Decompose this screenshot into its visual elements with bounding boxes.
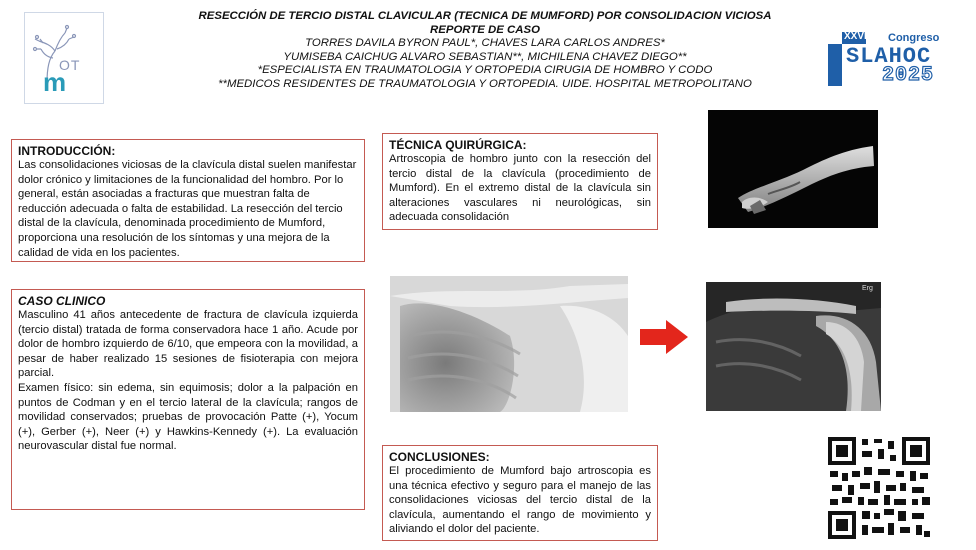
case-heading: CASO CLINICO (18, 294, 106, 308)
congress-name: SLAHOC (846, 44, 932, 69)
sot-logo (24, 12, 104, 104)
congress-number: XXVIII (844, 31, 873, 42)
intro-section (11, 139, 365, 262)
preop-xray-image (390, 276, 628, 412)
authors-line-2: YUMISEBA CAICHUG ALVARO SEBASTIAN**, MICHILENA CHAVEZ DIEGO** (283, 50, 687, 63)
technique-text: Artroscopia de hombro junto con la resección del tercio distal de la clavícula (procedimiento de Mumford). En el extremo distal de la clavícula sin alteraciones vasculares ni neurológicas, sin adecuada consolidación (389, 153, 651, 224)
xray-label: Erg (862, 285, 873, 292)
congress-year: 2025 (882, 64, 935, 87)
case-text-1: Masculino 41 años antecedente de fractura de clavícula izquierda (tercio distal) tratada de forma conservadora hace 1 año. Acude por dolor de hombro izquierdo de 6/10, que empeora con la movilidad, a pesar de haber realizado 15 sesiones de fisioterapia con mejora parcial. (18, 309, 358, 380)
qr-code-icon[interactable] (828, 437, 930, 539)
intro-heading: INTRODUCCIÓN: (18, 144, 116, 158)
slahoc-logo (828, 30, 948, 88)
case-text-2: Examen físico: sin edema, sin equimosis; dolor a la palpación en puntos de Codman y en el tercio lateral de la clavícula; rangos de movilidad conservados; pruebas de provocación Patte (+), Yocum (+), Gerber (+), Neer (+) y Hawkins-Kennedy (+). La evaluación neurovascular distal fue normal. (18, 381, 358, 453)
logo-letters: OT (59, 57, 81, 73)
congress-word: Congreso (888, 32, 940, 44)
technique-heading: TÉCNICA QUIRÚRGICA: (389, 138, 527, 152)
conclusions-heading: CONCLUSIONES: (389, 450, 490, 464)
poster-header (150, 10, 820, 92)
poster-title: RESECCIÓN DE TERCIO DISTAL CLAVICULAR (TECNICA DE MUMFORD) POR CONSOLIDACION VICIOSA (198, 10, 772, 22)
arrow-right-icon (640, 320, 688, 354)
case-section (11, 289, 365, 510)
logo-mark: m (43, 67, 67, 97)
postop-xray-image (706, 282, 881, 411)
affiliation-line-2: **MEDICOS RESIDENTES DE TRAUMATOLOGIA Y ORTOPEDIA. UIDE. HOSPITAL METROPOLITANO (218, 77, 752, 90)
logo-accent-icon (828, 44, 842, 86)
intro-text: Las consolidaciones viciosas de la clavícula distal suelen manifestar dolor crónico y limitaciones de la funcionalidad del hombro. Por lo general, están asociadas a fracturas que muestran falta de reducción adecuada o falta de estabilidad. La resección del tercio distal de la clavícula, denominada procedimiento de Mumford, proporciona una resolución de los síntomas y una mejora de la calidad de vida en los pacientes. (18, 159, 357, 259)
ct-clavicle-image (708, 110, 878, 228)
conclusions-text: El procedimiento de Mumford bajo artroscopia es una técnica efectivo y seguro para el manejo de las consolidaciones viciosas del tercio distal de la clavícula, aumentando el rango de movimiento y aliviando el dolor del paciente. (389, 465, 651, 536)
technique-section (382, 133, 658, 230)
affiliation-line-1: *ESPECIALISTA EN TRAUMATOLOGIA Y ORTOPEDIA CIRUGIA DE HOMBRO Y CODO (257, 64, 713, 77)
authors-line-1: TORRES DAVILA BYRON PAUL*, CHAVES LARA CARLOS ANDRES* (305, 37, 665, 50)
poster-subtitle: REPORTE DE CASO (430, 23, 540, 36)
conclusions-section (382, 445, 658, 541)
